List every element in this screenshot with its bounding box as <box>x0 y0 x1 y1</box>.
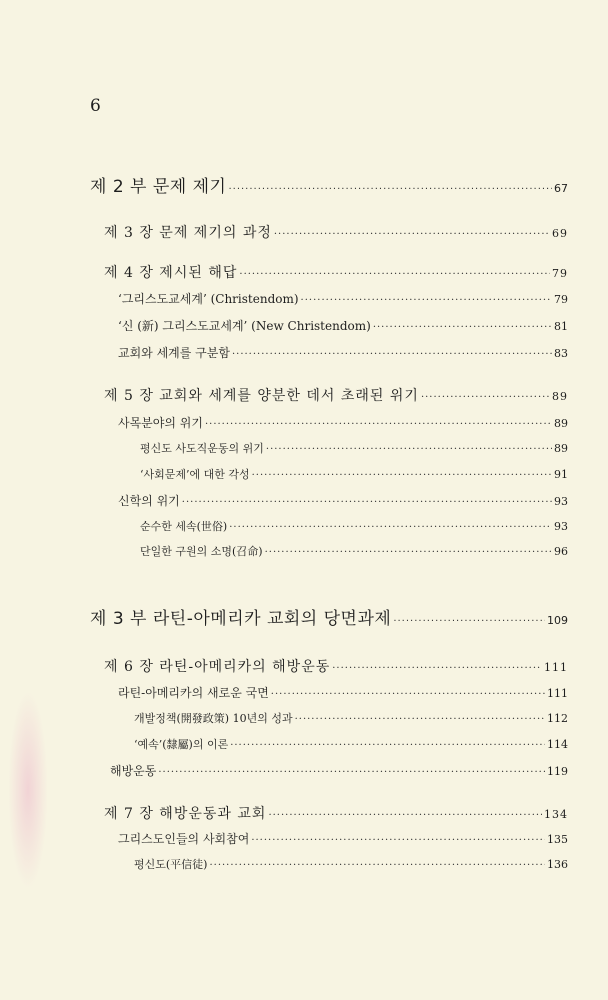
toc-entry-page: 89 <box>552 390 568 403</box>
toc-entry-page: 134 <box>544 808 568 821</box>
toc-entry-section <box>118 492 568 509</box>
leader-dots <box>332 663 542 674</box>
toc-entry-section <box>118 317 568 334</box>
leader-dots <box>268 810 542 821</box>
toc-entry-label: 단일한 구원의 소명(召命) <box>140 545 263 558</box>
toc-entry-section <box>118 344 568 361</box>
leader-dots <box>265 547 552 558</box>
leader-dots <box>252 470 552 481</box>
toc-entry-label: ‘신 (新) 그리스도교세계’ (New Christendom) <box>118 319 371 333</box>
toc-entry-chapter-4 <box>104 262 568 282</box>
toc-entry-label: 라틴-아메리카의 새로운 국면 <box>118 686 269 700</box>
toc-entry-page: 136 <box>547 858 568 871</box>
toc-entry-subsection <box>140 518 568 534</box>
toc-entry-subsection <box>140 543 568 559</box>
leader-dots <box>301 295 552 306</box>
leader-dots <box>232 349 552 360</box>
toc-entry-subsection <box>140 466 568 482</box>
toc-entry-page: 89 <box>554 417 568 430</box>
toc-entry-page: 111 <box>547 687 568 700</box>
toc-entry-chapter-6 <box>104 656 568 676</box>
leader-dots <box>295 714 545 725</box>
toc-entry-label: 제 7 장 해방운동과 교회 <box>104 806 267 822</box>
leader-dots <box>421 392 550 403</box>
toc-entry-page: 89 <box>554 442 568 455</box>
toc-entry-page: 91 <box>554 468 568 481</box>
toc-entry-page: 111 <box>544 661 568 674</box>
toc-entry-label: 평신도 사도직운동의 위기 <box>140 442 264 455</box>
toc-entry-subsection <box>140 440 568 456</box>
toc-entry-part-2 <box>90 172 568 197</box>
toc-entry-label: ‘예속’(隸屬)의 이론 <box>134 738 229 751</box>
toc-entry-label: 신학의 위기 <box>118 494 180 508</box>
toc-entry-label: 개발정책(開發政策) 10년의 성과 <box>134 712 293 725</box>
toc-entry-page: 83 <box>554 347 568 360</box>
leader-dots <box>239 269 550 280</box>
toc-entry-label: 제 5 장 교회와 세계를 양분한 데서 초래된 위기 <box>104 388 419 404</box>
toc-entry-page: 119 <box>547 765 568 778</box>
toc-entry-subsection <box>134 710 568 726</box>
leader-dots <box>266 444 552 455</box>
toc-entry-page: 79 <box>552 267 568 280</box>
toc-entry-page: 69 <box>552 227 568 240</box>
toc-entry-label: 해방운동 <box>110 764 157 778</box>
leader-dots <box>158 767 545 778</box>
toc-entry-page: 109 <box>547 614 568 627</box>
leader-dots <box>230 740 545 751</box>
toc-entry-section <box>118 290 568 307</box>
leader-dots <box>251 835 545 846</box>
toc-entry-page: 93 <box>554 520 568 533</box>
leader-dots <box>271 689 545 700</box>
leader-dots <box>229 522 552 533</box>
toc-entry-label: 제 3 장 문제 제기의 과정 <box>104 225 272 241</box>
toc-entry-page: 114 <box>547 738 568 751</box>
toc-entry-section <box>110 762 568 779</box>
page-stain <box>8 690 48 890</box>
toc-entry-page: 135 <box>547 833 568 846</box>
toc-entry-page: 96 <box>554 545 568 558</box>
leader-dots <box>373 322 552 333</box>
toc-entry-page: 79 <box>554 293 568 306</box>
toc-entry-subsection <box>134 736 568 752</box>
toc-entry-page: 81 <box>554 320 568 333</box>
toc-entry-subsection <box>134 856 568 872</box>
toc-entry-chapter-5 <box>104 385 568 405</box>
page-number: 6 <box>90 96 101 116</box>
toc-entry-part-3 <box>90 604 568 629</box>
toc-entry-label: 제 4 장 제시된 해답 <box>104 265 238 281</box>
toc-entry-label: 제 2 부 문제 제기 <box>90 177 227 197</box>
toc-entry-section <box>118 684 568 701</box>
toc-entry-label: 순수한 세속(世俗) <box>140 520 228 533</box>
leader-dots <box>274 229 550 240</box>
toc-entry-label: 제 6 장 라틴-아메리카의 해방운동 <box>104 659 331 675</box>
toc-entry-section <box>118 830 568 847</box>
toc-entry-label: 그리스도인들의 사회참여 <box>118 832 250 846</box>
toc-entry-page: 93 <box>554 495 568 508</box>
toc-entry-chapter-7 <box>104 803 568 823</box>
leader-dots <box>205 419 552 430</box>
toc-entry-section <box>118 414 568 431</box>
toc-entry-label: ‘사회문제’에 대한 각성 <box>140 468 250 481</box>
leader-dots <box>209 860 545 871</box>
toc-entry-label: ‘그리스도교세계’ (Christendom) <box>118 292 299 306</box>
toc-entry-label: 평신도(平信徒) <box>134 858 208 871</box>
toc-entry-label: 교회와 세계를 구분함 <box>118 346 230 360</box>
toc-entry-chapter-3 <box>104 222 568 242</box>
leader-dots <box>182 497 552 508</box>
toc-entry-label: 사목분야의 위기 <box>118 416 203 430</box>
toc-entry-label: 제 3 부 라틴-아메리카 교회의 당면과제 <box>90 609 392 629</box>
leader-dots <box>228 184 552 195</box>
toc-entry-page: 67 <box>554 182 568 195</box>
leader-dots <box>393 616 545 627</box>
toc-entry-page: 112 <box>547 712 568 725</box>
